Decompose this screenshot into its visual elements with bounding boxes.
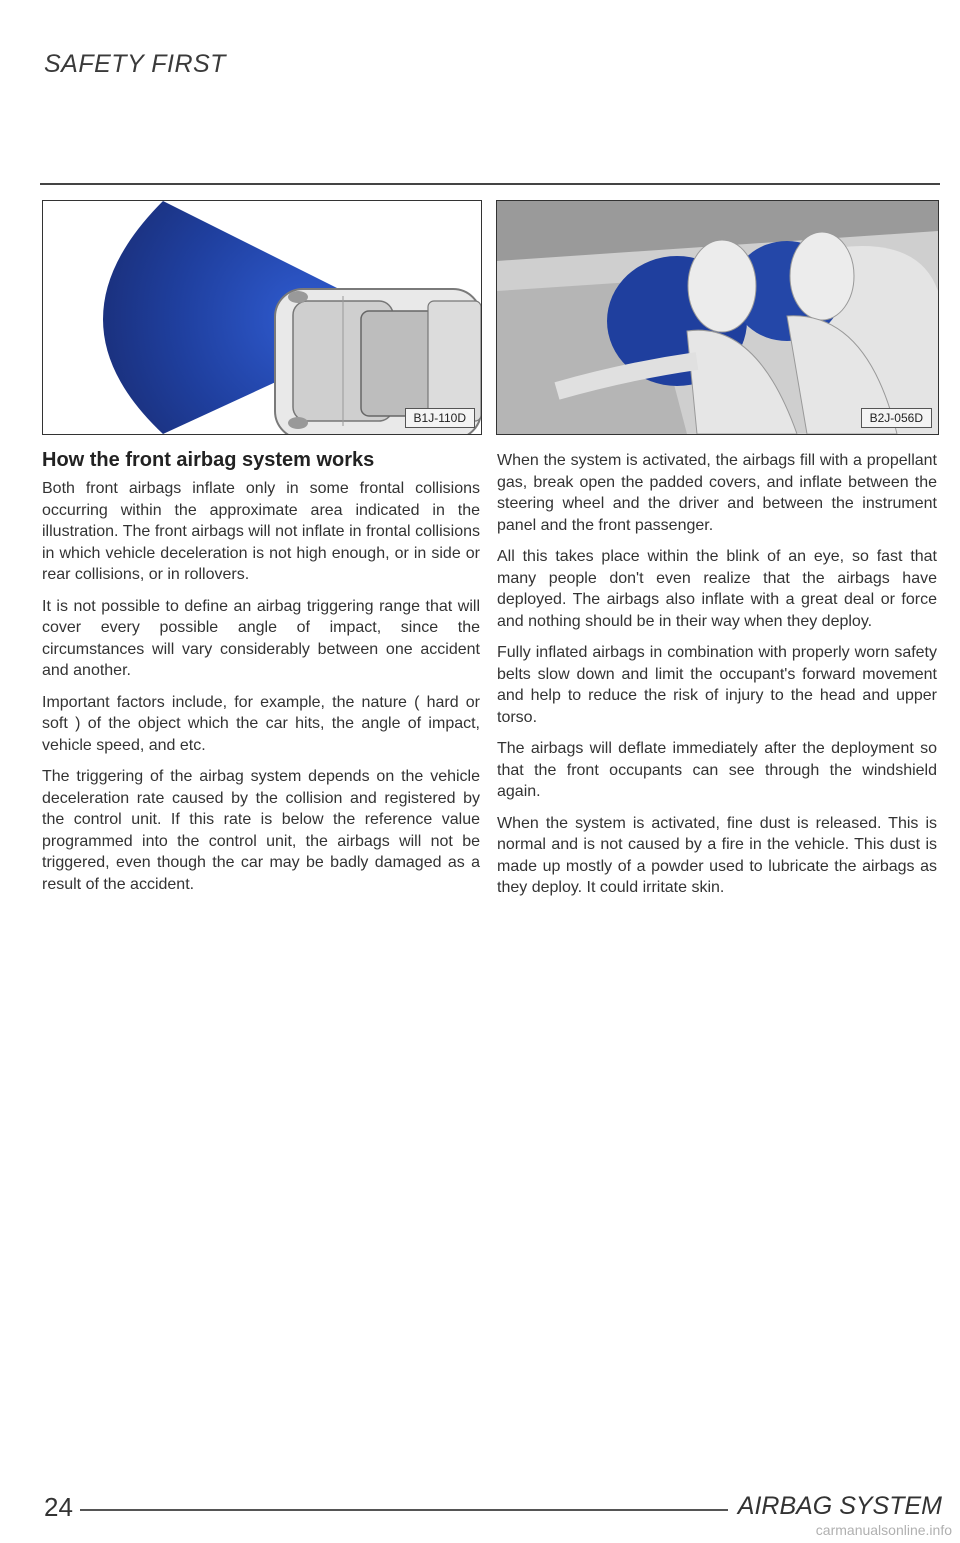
watermark: carmanualsonline.info bbox=[815, 1522, 952, 1538]
front-airbag-zone-illustration bbox=[43, 201, 481, 434]
paragraph: The triggering of the airbag system depends on the vehicle deceleration rate caused by the collision and registered by the control unit. If this rate is below the reference value programmed into the control unit, the airbags will not be triggered, even though the car may be badly damaged as a result of the accident. bbox=[42, 768, 480, 893]
paragraph: The airbags will deflate immediately after the deployment so that the front occupants can see through the windshield again. bbox=[497, 740, 937, 800]
page-number: 24 bbox=[44, 1492, 73, 1522]
figure-code: B1J-110D bbox=[405, 408, 475, 428]
paragraph: Fully inflated airbags in combination with properly worn safety belts slow down and limit the occupant's forward movement and help to reduce the risk of injury to the head and upper torso. bbox=[497, 644, 937, 726]
paragraph: Both front airbags inflate only in some frontal collisions occurring within the approximate area indicated in the illustration. The front airbags will not inflate in frontal collisions in which vehicle deceleration is not high enough, or in side or rear collisions, or in rollovers. bbox=[42, 480, 480, 583]
airbag-zone-figure bbox=[42, 200, 482, 435]
header-divider bbox=[40, 183, 940, 185]
deployed-airbags-figure bbox=[496, 200, 939, 435]
section-heading: How the front airbag system works bbox=[42, 449, 375, 471]
paragraph: Important factors include, for example, the nature ( hard or soft ) of the object which the car hits, the angle of impact, vehicle speed, and etc. bbox=[42, 693, 480, 754]
paragraph: When the system is activated, fine dust is released. This is normal and is not caused by a fire in the vehicle. This dust is made up mostly of a powder used to lubricate the airbags as they deploy. It could irritate skin. bbox=[497, 814, 937, 896]
paragraph: When the system is activated, the airbags fill with a propellant gas, break open the padded covers, and inflate between the steering wheel and the driver and between the instrument panel and the front passenger. bbox=[497, 452, 937, 534]
page-header-title: SAFETY FIRST bbox=[44, 50, 226, 78]
paragraph: It is not possible to define an airbag triggering range that will cover every possible angle of impact, since the circumstances will vary considerably between one accident and another. bbox=[42, 597, 480, 679]
left-text-column bbox=[42, 478, 480, 905]
footer-divider bbox=[80, 1509, 728, 1511]
paragraph: All this takes place within the blink of an eye, so fast that many people don't even realize that the airbags have deployed. The airbags also inflate with a great deal or force and nothing should be in their way when they deploy. bbox=[497, 548, 937, 630]
figure-code: B2J-056D bbox=[861, 408, 932, 428]
footer-section-name: AIRBAG SYSTEM bbox=[737, 1492, 942, 1520]
right-text-column bbox=[497, 450, 937, 909]
deployed-airbags-illustration bbox=[497, 201, 938, 434]
